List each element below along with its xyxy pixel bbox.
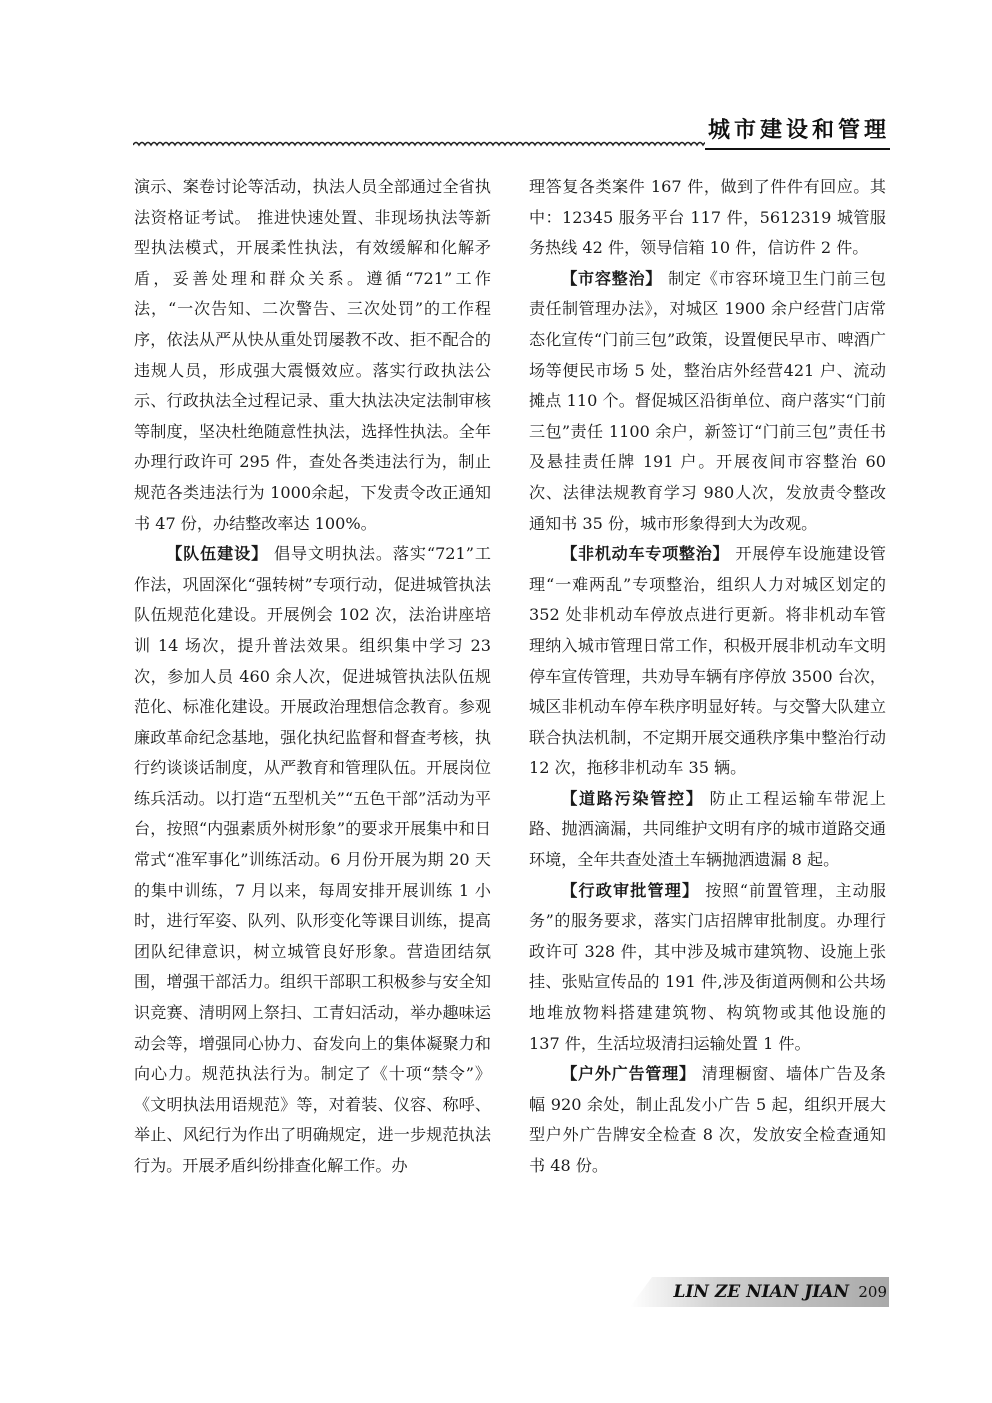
running-footer [630, 1277, 889, 1307]
paragraph-body: 开展停车设施建设管理“一难两乱”专项整治，组织人力对城区划定的 352 处非机动车停放点进行更新。将非机动车管理纳入城市管理日常工作，积极开展非机动车文明停车宣传管理，共劝导车辆有序停放 3500 台次，城区非机动车停车秩序明显好转。与交警大队建立联合执法机制，不定期开展交通秩序集中整治行动 12 次，拖移非机动车 35 辆。 [529, 544, 887, 778]
journal-name: LIN ZE NIAN JIAN [673, 1282, 849, 1302]
paragraph [529, 264, 886, 539]
section-heading: 【市容整治】 [561, 268, 663, 288]
page-number: 209 [858, 1283, 887, 1301]
section-heading: 【行政审批管理】 [561, 880, 700, 900]
section-heading: 【户外广告管理】 [561, 1064, 696, 1084]
paragraph: 演示、案卷讨论等活动，执法人员全部通过全省执法资格证考试。 推进快速处置、非现场执法等新型执法模式，开展柔性执法，有效缓解和化解矛盾，妥善处理和群众关系。遵循“721”工作法，“一次告知、二次警告、三次处罚”的工作程序，依法从严从快从重处罚屡教不改、拒不配合的违规人员，形成强大震慑效应。落实行政执法公示、行政执法全过程记录、重大执法决定法制审核等制度，坚决杜绝随意性执法，选择性执法。全年办理行政许可 295 件，查处各类违法行为，制止规范各类违法行为 1000余起，下发责令改正通知书 47 份，办结整改率达 100%。 [134, 177, 491, 533]
paragraph [134, 539, 491, 1181]
paragraph-body: 防止工程运输车带泥上路、抛洒滴漏，共同维护文明有序的城市道路交通环境，全年共查处渣土车辆抛洒遗漏 8 起。 [529, 788, 887, 870]
paragraph-body: 制定《市容环境卫生门前三包责任制管理办法》，对城区 1900 余户经营门店常态化宣传“门前三包”政策，设置便民早市、啤酒广场等便民市场 5 处，整治店外经营421 户、流动摊点 110 个。督促城区沿街单位、商户落实“门前三包”责任 1100 余户，新签订“门前三包”责任书及悬挂责任牌 191 户。开展夜间市容整治 60 次、法律法规教育学习 980人次，发放责令整改通知书 35 份，城市形象得到大为改观。 [529, 268, 886, 533]
right-column [529, 172, 886, 1182]
paragraph [529, 539, 886, 784]
paragraph [529, 876, 886, 1060]
paragraph-body: 倡导文明执法。落实“721”工作法，巩固深化“强转树”专项行动，促进城管执法队伍规范化建设。开展例会 102 次，法治讲座培训 14 场次，提升普法效果。组织集中学习 23 次，参加人员 460 余人次，促进城管执法队伍规范化、标准化建设。开展政治理想信念教育。参观廉政革命纪念基地，强化执纪监督和督查考核，执行约谈谈话制度，从严教育和管理队伍。开展岗位练兵活动。以打造“五型机关”“五色干部”活动为平台，按照“内强素质外树形象”的要求开展集中和日常式“准军事化”训练活动。6 月份开展为期 20 天的集中训练，7 月以来，每周安排开展训练 1 小时，进行军姿、队列、队形变化等课目训练，提高团队纪律意识，树立城管良好形象。营造团结氛围，增强干部活力。组织干部职工积极参与安全知识竞赛、清明网上祭扫、工青妇活动，举办趣味运动会等，增强同心协力、奋发向上的集体凝聚力和向心力。规范执法行为。制定了《十项“禁令”》《文明执法用语规范》等，对着装、仪容、称呼、举止、风纪行为作出了明确规定，进一步规范执法行为。开展矛盾纠纷排查化解工作。办 [134, 544, 491, 1175]
paragraph-body: 清理橱窗、墙体广告及条幅 920 余处，制止乱发小广告 5 起，组织开展大型户外广告牌安全检查 8 次，发放安全检查通知书 48 份。 [529, 1064, 887, 1175]
wavy-rule [133, 139, 705, 151]
section-title: 城市建设和管理 [707, 118, 890, 143]
running-header [133, 115, 890, 155]
paragraph-body: 按照“前置管理，主动服务”的服务要求，落实门店招牌审批制度。办理行政许可 328 件，其中涉及城市建筑物、设施上张挂、张贴宣传品的 191 件,涉及街道两侧和公共场地堆放物料搭建建筑物、构筑物或其他设施的 137 件，生活垃圾清扫运输处置 1 件。 [529, 880, 887, 1053]
header-rule [705, 148, 890, 150]
paragraph [529, 784, 886, 876]
paragraph: 理答复各类案件 167 件，做到了件件有回应。其中：12345 服务平台 117 件，5612319 城管服务热线 42 件，领导信箱 10 件，信访件 2 件。 [529, 177, 886, 258]
section-heading: 【道路污染管控】 [561, 788, 704, 808]
left-column [134, 172, 491, 1182]
section-heading: 【非机动车专项整治】 [561, 544, 730, 564]
paragraph [529, 1059, 886, 1181]
section-heading: 【队伍建设】 [166, 544, 269, 564]
